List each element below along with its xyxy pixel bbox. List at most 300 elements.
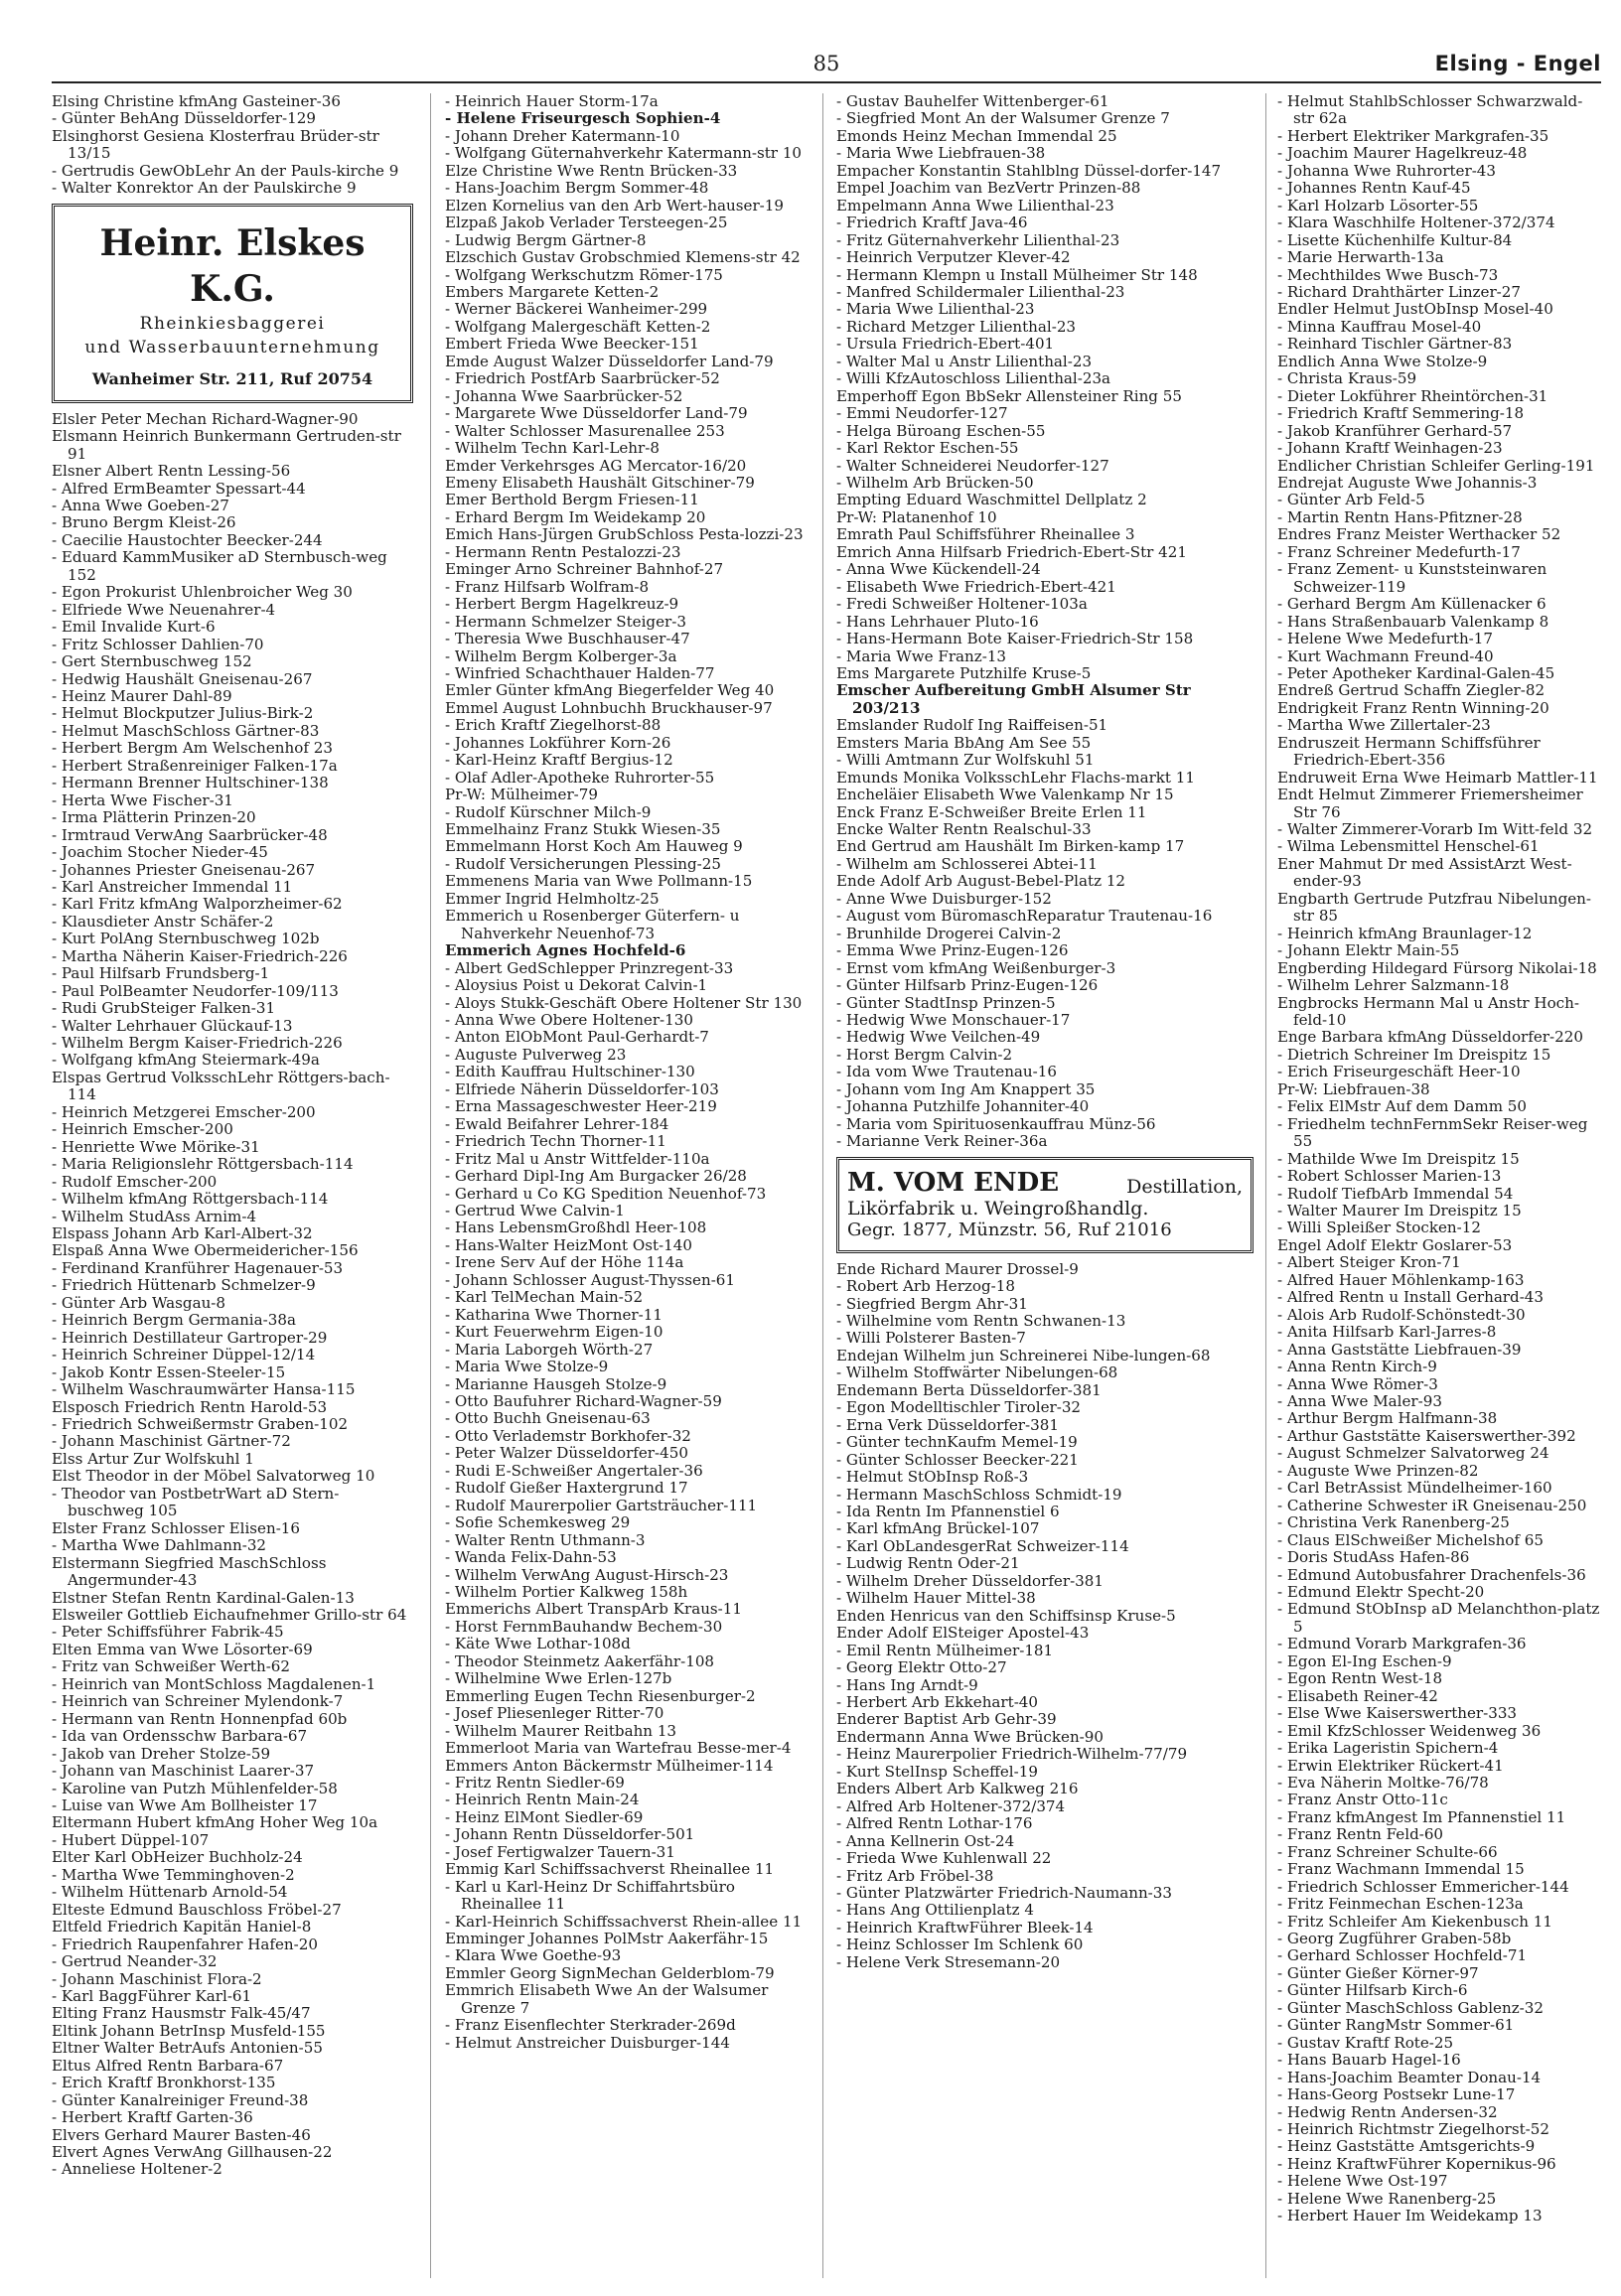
directory-entry: Emminger Johannes PolMstr Aakerfähr-15 [445, 1930, 769, 1948]
directory-entry: - Dieter Lokführer Rheintörchen-31 [1277, 386, 1548, 405]
directory-entry: - Helga Büroang Eschen-55 [836, 421, 1046, 440]
directory-entry: - Günter Arb Feld-5 [1277, 491, 1425, 509]
directory-entry: Elten Emma van Wwe Lösorter-69 [52, 1640, 313, 1658]
directory-entry: - Anna Wwe Obere Holtener-130 [445, 1011, 693, 1030]
directory-entry: - Anna Rentn Kirch-9 [1277, 1358, 1437, 1376]
directory-entry: - Manfred Schildermaler Lilienthal-23 [836, 282, 1125, 301]
directory-entry: - Gustav Bauhelfer Wittenberger-61 [836, 93, 1109, 110]
directory-entry: Emmerich u Rosenberger Güterfern- u Nahverkehr Neuenhof-73 [445, 907, 740, 942]
directory-entry: - Minna Kauffrau Mosel-40 [1277, 317, 1482, 336]
directory-entry: - Herta Wwe Fischer-31 [52, 790, 233, 809]
advert-elskes-line2: und Wasserbauunternehmung [84, 337, 380, 358]
directory-entry: - Johann vom Ing Am Knappert 35 [836, 1079, 1096, 1098]
directory-entry: - Elisabeth Wwe Friedrich-Ebert-421 [836, 577, 1116, 596]
directory-entry: - Caecilie Haustochter Beecker-244 [52, 530, 323, 549]
directory-entry: Endrigkeit Franz Rentn Winning-20 [1277, 698, 1549, 717]
directory-entry: - Maria Wwe Franz-13 [836, 646, 1007, 665]
directory-entry: Elting Franz Hausmstr Falk-45/47 [52, 2004, 311, 2023]
directory-entry: - Aloysius Poist u Dekorat Calvin-1 [445, 976, 708, 995]
directory-entry: Empacher Konstantin Stahlblng Düssel-dorfer-147 [836, 161, 1222, 180]
directory-entry: - Alois Arb Rudolf-Schönstedt-30 [1277, 1305, 1526, 1324]
page-header [52, 50, 1601, 83]
directory-entry: Emde August Walzer Düsseldorfer Land-79 [445, 352, 774, 370]
directory-entry: - Walter Lehrhauer Glückauf-13 [52, 1016, 293, 1035]
directory-entry: - Franz kfmAngest Im Pfannenstiel 11 [1277, 1807, 1566, 1826]
directory-entry: - Hans Bauarb Hagel-16 [1277, 2051, 1461, 2070]
directory-entry: - Wilhelm kfmAng Röttgersbach-114 [52, 1190, 329, 1209]
directory-entry: - Auguste Pulverweg 23 [445, 1045, 627, 1064]
column-2-list [445, 93, 810, 2052]
directory-entry: - Christina Verk Ranenberg-25 [1277, 1513, 1510, 1532]
directory-entry: Ende Richard Maurer Drossel-9 [836, 1259, 1079, 1278]
directory-entry: Emmers Anton Bäckermstr Mülheimer-114 [445, 1756, 774, 1775]
directory-entry: Ener Mahmut Dr med AssistArzt West-ender-93 [1277, 854, 1572, 891]
directory-entry: - Robert Arb Herzog-18 [836, 1277, 1015, 1296]
directory-entry: - Klara Wwe Goethe-93 [445, 1946, 622, 1965]
directory-entry: Emmerichs Albert TranspArb Kraus-11 [445, 1600, 742, 1619]
directory-entry: Endlicher Christian Schleifer Gerling-191 [1277, 456, 1595, 475]
directory-entry: Endlich Anna Wwe Stolze-9 [1277, 352, 1488, 370]
directory-entry: Emunds Monika VolksschLehr Flachs-markt 11 [836, 768, 1196, 787]
directory-entry: - Josef Fertigwalzer Tauern-31 [445, 1842, 675, 1861]
directory-entry: - Rudolf Maurerpolier Gartsträucher-111 [445, 1496, 758, 1514]
directory-entry: - Maria Wwe Liebfrauen-38 [836, 144, 1046, 163]
directory-entry: Elspass Johann Arb Karl-Albert-32 [52, 1224, 313, 1243]
directory-entry: Endruweit Erna Wwe Heimarb Mattler-11 [1277, 768, 1598, 787]
directory-entry: - Frieda Wwe Kuhlenwall 22 [836, 1849, 1052, 1868]
directory-entry: - Friedrich Hüttenarb Schmelzer-9 [52, 1276, 316, 1295]
directory-entry: - Elfriede Näherin Düsseldorfer-103 [445, 1079, 719, 1098]
directory-entry: - Hans-Joachim Bergm Sommer-48 [445, 179, 709, 198]
directory-entry: - Johann van Maschinist Laarer-37 [52, 1762, 315, 1781]
directory-entry: - Johannes Priester Gneisenau-267 [52, 860, 316, 879]
directory-entry: - Karl-Heinz Kraftf Bergius-12 [445, 751, 673, 770]
directory-entry: - Reinhard Tischler Gärtner-83 [1277, 335, 1513, 354]
directory-entry: - Albert GedSchlepper Prinzregent-33 [445, 958, 734, 977]
directory-entry: - Helmut Anstreicher Duisburger-144 [445, 2033, 730, 2052]
directory-entry: - Irmtraud VerwAng Saarbrücker-48 [52, 825, 328, 844]
directory-entry: - Aloys Stukk-Geschäft Obere Holtener Str 130 [445, 993, 803, 1012]
directory-entry: - Wilhelm am Schlosserei Abtei-11 [836, 854, 1098, 873]
directory-entry: - Theresia Wwe Buschhauser-47 [445, 630, 690, 648]
directory-entry: - Anna Gaststätte Liebfrauen-39 [1277, 1340, 1522, 1359]
directory-entry: Elsner Albert Rentn Lessing-56 [52, 462, 291, 481]
directory-entry: - Fritz Rentn Siedler-69 [445, 1773, 625, 1792]
directory-entry: - Edmund Vorarb Markgrafen-36 [1277, 1635, 1527, 1653]
directory-entry: Elzpaß Jakob Verlader Tersteegen-25 [445, 214, 728, 232]
directory-entry: - Rudi E-Schweißer Angertaler-36 [445, 1461, 703, 1480]
directory-entry: Engbrocks Hermann Mal u Anstr Hoch-feld-10 [1277, 993, 1579, 1030]
directory-entry: - Wilhelmine Wwe Erlen-127b [445, 1669, 672, 1688]
directory-entry: - Eva Näherin Moltke-76/78 [1277, 1773, 1489, 1792]
directory-entry: - Luise van Wwe Am Bollheister 17 [52, 1795, 318, 1814]
directory-entry: - Heinz Schlosser Im Schlenk 60 [836, 1936, 1084, 1954]
directory-entry: - Anna Kellnerin Ost-24 [836, 1831, 1015, 1850]
directory-entry: - Emmi Neudorfer-127 [836, 404, 1008, 423]
directory-entry: - Wilma Lebensmittel Henschel-61 [1277, 837, 1540, 856]
directory-entry: - Peter Schiffsführer Fabrik-45 [52, 1623, 284, 1642]
directory-entry: Embers Margarete Ketten-2 [445, 282, 660, 301]
directory-entry: - Jakob Kontr Essen-Steeler-15 [52, 1363, 286, 1381]
directory-entry: - Egon Modelltischler Tiroler-32 [836, 1398, 1082, 1417]
column-1-list [52, 411, 413, 2179]
directory-entry: - Wilhelm Arb Brücken-50 [836, 473, 1034, 492]
directory-entry: - Theodor van PostbetrWart aD Stern-buschweg 105 [52, 1484, 340, 1520]
directory-entry: - Emma Wwe Prinz-Eugen-126 [836, 941, 1069, 960]
directory-entry: Emmelhainz Franz Stukk Wiesen-35 [445, 820, 721, 839]
directory-entry: - Hans Ang Ottilienplatz 4 [836, 1901, 1034, 1920]
directory-entry: - Jakob Kranführer Gerhard-57 [1277, 421, 1513, 440]
directory-entry: Eltfeld Friedrich Kapitän Haniel-8 [52, 1918, 312, 1937]
directory-entry: Endrejat Auguste Wwe Johannis-3 [1277, 473, 1538, 492]
directory-entry: - Emil Rentn Mülheimer-181 [836, 1641, 1054, 1659]
directory-entry: - Peter Apotheker Kardinal-Galen-45 [1277, 663, 1555, 682]
directory-entry: - Günter StadtInsp Prinzen-5 [836, 993, 1056, 1012]
directory-entry: - Friedrich PostfArb Saarbrücker-52 [445, 369, 720, 388]
directory-entry: Elst Theodor in der Möbel Salvatorweg 10 [52, 1467, 375, 1486]
directory-entry: - Johann Maschinist Gärtner-72 [52, 1432, 291, 1451]
directory-entry: - Helene Wwe Medefurth-17 [1277, 630, 1493, 648]
directory-entry: - Ursula Friedrich-Ebert-401 [836, 335, 1055, 354]
directory-entry: - Anna Wwe Goeben-27 [52, 496, 229, 514]
directory-entry: - Siegfried Bergm Ahr-31 [836, 1294, 1028, 1313]
directory-entry: Endemann Berta Düsseldorfer-381 [836, 1380, 1102, 1399]
directory-entry: - Gertrud Neander-32 [52, 1952, 218, 1971]
directory-entry: - Anneliese Holtener-2 [52, 2160, 222, 2179]
directory-entry: Empel Joachim van BezVertr Prinzen-88 [836, 179, 1141, 198]
directory-entry: - Hans-Walter HeizMont Ost-140 [445, 1235, 692, 1254]
directory-entry: Emmenens Maria van Wwe Pollmann-15 [445, 872, 753, 891]
directory-entry: - Alfred Rentn Lothar-176 [836, 1814, 1033, 1833]
directory-entry: - Hans Ing Arndt-9 [836, 1675, 978, 1694]
directory-entry: End Gertrud am Haushält Im Birken-kamp 17 [836, 837, 1185, 856]
directory-entry: - Hubert Düppel-107 [52, 1830, 210, 1849]
directory-entry: - Heinrich Destillateur Gartroper-29 [52, 1328, 328, 1347]
directory-entry: Elss Artur Zur Wolfskuhl 1 [52, 1449, 254, 1468]
directory-entry: - Johanna Wwe Saarbrücker-52 [445, 386, 683, 405]
directory-entry: - Gertrudis GewObLehr An der Pauls-kirche 9 [52, 161, 399, 180]
directory-entry: - Wilhelm Dreher Düsseldorfer-381 [836, 1571, 1104, 1590]
directory-entry: Endt Helmut Zimmerer Friemersheimer Str 76 [1277, 786, 1583, 821]
directory-entry: - Hans-Hermann Bote Kaiser-Friedrich-Str 158 [836, 630, 1194, 648]
directory-entry: - Karl BaggFührer Karl-61 [52, 1986, 252, 2005]
directory-entry: - Doris StudAss Hafen-86 [1277, 1548, 1470, 1567]
directory-entry: - Johann Kraftf Weinhagen-23 [1277, 439, 1503, 458]
directory-entry: - Hermann Brenner Hultschiner-138 [52, 774, 329, 792]
directory-entry: - Irene Serv Auf der Höhe 114a [445, 1253, 684, 1272]
directory-entry: - Günter Arb Wasgau-8 [52, 1293, 226, 1312]
directory-entry: - Heinrich Hauer Storm-17a [445, 93, 659, 110]
directory-entry: Emsters Maria BbAng Am See 55 [836, 733, 1092, 752]
directory-entry: Emscher Aufbereitung GmbH Alsumer Str 203/213 [836, 681, 1191, 717]
directory-entry: Elsing Christine kfmAng Gasteiner-36 [52, 93, 341, 110]
directory-entry: - Martha Näherin Kaiser-Friedrich-226 [52, 946, 348, 965]
directory-entry: - Egon Prokurist Uhlenbroicher Weg 30 [52, 583, 353, 602]
directory-entry: - Karoline van Putzh Mühlenfelder-58 [52, 1779, 338, 1797]
directory-entry: - Ernst vom kfmAng Weißenburger-3 [836, 958, 1116, 977]
directory-entry: Engel Adolf Elektr Goslarer-53 [1277, 1235, 1513, 1254]
advert-vom-ende [836, 1157, 1253, 1253]
column-3-list [836, 1261, 1253, 1972]
directory-entry: - Friedrich Techn Thorner-11 [445, 1132, 666, 1151]
directory-entry: - Heinrich Rentn Main-24 [445, 1791, 640, 1809]
directory-entry: - Claus ElSchweißer Michelshof 65 [1277, 1530, 1544, 1549]
directory-entry: - Anne Wwe Duisburger-152 [836, 889, 1052, 908]
directory-entry: Emmerich Agnes Hochfeld-6 [445, 941, 686, 960]
column-4 [1277, 93, 1601, 2278]
directory-entry: - Egon El-Ing Eschen-9 [1277, 1651, 1452, 1670]
directory-entry: - Anna Wwe Kückendell-24 [836, 560, 1041, 579]
directory-entry: Elspas Gertrud VolksschLehr Röttgers-bach-114 [52, 1068, 390, 1104]
directory-entry: - Marianne Verk Reiner-36a [836, 1132, 1048, 1151]
directory-entry: - Horst FernmBauhandw Bechem-30 [445, 1617, 723, 1636]
directory-entry: - Gerhard Bergm Am Küllenacker 6 [1277, 595, 1547, 614]
directory-entry: - Günter Gießer Körner-97 [1277, 1963, 1479, 1982]
directory-entry: Empelmann Anna Wwe Lilienthal-23 [836, 196, 1114, 215]
directory-entry: - Otto Buchh Gneisenau-63 [445, 1409, 651, 1428]
directory-entry: - Ewald Beifahrer Lehrer-184 [445, 1114, 669, 1133]
directory-entry: Endres Franz Meister Werthacker 52 [1277, 525, 1561, 544]
directory-entry: Emler Günter kfmAng Biegerfelder Weg 40 [445, 681, 775, 700]
directory-entry: - Heinz Maurerpolier Friedrich-Wilhelm-77/79 [836, 1745, 1188, 1764]
directory-entry: - Joachim Stocher Nieder-45 [52, 843, 268, 862]
directory-entry: - Irma Plätterin Prinzen-20 [52, 808, 256, 827]
directory-entry: - Erich Kraftf Bronkhorst-135 [52, 2074, 276, 2092]
directory-entry: - Ida van Ordensschw Barbara-67 [52, 1727, 308, 1746]
directory-entry: - Heinz Maurer Dahl-89 [52, 686, 232, 705]
directory-entry: - Herbert Elektriker Markgrafen-35 [1277, 126, 1549, 145]
directory-entry: - Fritz Schleifer Am Kiekenbusch 11 [1277, 1912, 1553, 1931]
directory-entry: - Wilhelm VerwAng August-Hirsch-23 [445, 1565, 729, 1584]
directory-entry: Eminger Arno Schreiner Bahnhof-27 [445, 560, 724, 579]
directory-entry: - Maria vom Spirituosenkauffrau Münz-56 [836, 1114, 1156, 1133]
directory-entry: Elvert Agnes VerwAng Gillhausen-22 [52, 2143, 333, 2162]
advert-elskes-title: Heinr. Elskes K.G. [99, 221, 366, 310]
directory-entry: - Wilhelm StudAss Arnim-4 [52, 1207, 257, 1225]
directory-entry: Emmler Georg SignMechan Gelderblom-79 [445, 1963, 775, 1982]
directory-entry: - Theodor Steinmetz Aakerfähr-108 [445, 1651, 715, 1670]
advert-vom-ende-line2: Likörfabrik u. Weingroßhandlg. [847, 1197, 1149, 1220]
directory-entry: - Fritz Schlosser Dahlien-70 [52, 635, 264, 653]
directory-entry: - Alfred Hauer Möhlenkamp-163 [1277, 1270, 1525, 1289]
directory-entry: Embert Frieda Wwe Beecker-151 [445, 335, 699, 354]
directory-entry: - Sofie Schemkesweg 29 [445, 1513, 631, 1532]
directory-entry: - Helmut StObInsp Roß-3 [836, 1468, 1029, 1487]
directory-entry: Elstner Stefan Rentn Kardinal-Galen-13 [52, 1588, 355, 1607]
directory-entry: Emmig Karl Schiffssachverst Rheinallee 11 [445, 1860, 775, 1879]
directory-entry: Emer Berthold Bergm Friesen-11 [445, 491, 699, 509]
directory-entry: - Franz Schreiner Schulte-66 [1277, 1842, 1498, 1861]
directory-entry: - Gerhard Schlosser Hochfeld-71 [1277, 1946, 1528, 1965]
directory-entry: - Heinrich KraftwFührer Bleek-14 [836, 1918, 1094, 1937]
directory-entry: - Paul Hilfsarb Frundsberg-1 [52, 964, 270, 983]
directory-entry: - Anna Wwe Römer-3 [1277, 1374, 1438, 1393]
directory-entry: - Johannes Lokführer Korn-26 [445, 733, 671, 752]
directory-entry: - Klausdieter Anstr Schäfer-2 [52, 912, 274, 931]
directory-entry: - Friedrich Raupenfahrer Hafen-20 [52, 1935, 318, 1953]
directory-entry: - August Schmelzer Salvatorweg 24 [1277, 1444, 1549, 1463]
directory-entry: - Martha Wwe Dahlmann-32 [52, 1536, 267, 1555]
directory-entry: - Kurt Feuerwehrm Eigen-10 [445, 1323, 663, 1342]
directory-entry: - Hedwig Wwe Veilchen-49 [836, 1028, 1041, 1047]
directory-entry: - Martin Rentn Hans-Pfitzner-28 [1277, 507, 1523, 526]
directory-entry: - Herbert Straßenreiniger Falken-17a [52, 756, 338, 775]
column-2 [445, 93, 810, 2278]
directory-entry: - Paul PolBeamter Neudorfer-109/113 [52, 981, 339, 1000]
column-4-list [1277, 93, 1601, 2225]
directory-entry: - Ludwig Rentn Oder-21 [836, 1554, 1020, 1573]
directory-entry: - Emil KfzSchlosser Weidenweg 36 [1277, 1721, 1542, 1740]
directory-entry: - Käte Wwe Lothar-108d [445, 1635, 631, 1653]
advert-elskes-address: Wanheimer Str. 211, Ruf 20754 [91, 368, 373, 388]
directory-entry: - Hans Lehrhauer Pluto-16 [836, 612, 1039, 631]
directory-entry: - Hermann Klempn u Install Mülheimer Str 148 [836, 265, 1198, 284]
directory-entry: Elzschich Gustav Grobschmied Klemens-str 42 [445, 248, 801, 267]
directory-entry: - Johann Rentn Düsseldorfer-501 [445, 1825, 695, 1844]
directory-entry: - Wilhelm Portier Kalkweg 158h [445, 1582, 688, 1601]
directory-entry: - Wilhelm Bergm Kolberger-3a [445, 646, 677, 665]
directory-entry: - Karl Rektor Eschen-55 [836, 439, 1019, 458]
directory-entry: Emmel August Lohnbuchh Bruckhauser-97 [445, 698, 773, 717]
advert-vom-ende-line3: Gegr. 1877, Münzstr. 56, Ruf 21016 [847, 1219, 1172, 1240]
directory-entry: - Fritz van Schweißer Werth-62 [52, 1657, 291, 1676]
directory-entry: Elze Christine Wwe Rentn Brücken-33 [445, 161, 738, 180]
directory-entry: Emmerling Eugen Techn Riesenburger-2 [445, 1686, 756, 1705]
directory-entry: - Gertrud Wwe Calvin-1 [445, 1202, 625, 1220]
directory-entry: - Joachim Maurer Hagelkreuz-48 [1277, 144, 1528, 163]
directory-entry: - Ferdinand Kranführer Hagenauer-53 [52, 1258, 344, 1277]
directory-entry: - Rudolf Versicherungen Plessing-25 [445, 854, 721, 873]
directory-entry: - Hedwig Rentn Andersen-32 [1277, 2102, 1498, 2121]
directory-entry: - Carl BetrAssist Mündelheimer-160 [1277, 1479, 1552, 1498]
directory-entry: - Herbert Bergm Am Welschenhof 23 [52, 739, 333, 758]
directory-entry: - Brunhilde Drogerei Calvin-2 [836, 924, 1062, 942]
directory-entry: - Rudolf Kürschner Milch-9 [445, 802, 652, 821]
directory-entry: - Mechthildes Wwe Busch-73 [1277, 265, 1499, 284]
directory-entry: - Karl Anstreicher Immendal 11 [52, 877, 293, 896]
directory-entry: - Georg Zugführer Graben-58b [1277, 1930, 1512, 1948]
directory-entry: - Rudolf TiefbArb Immendal 54 [1277, 1184, 1514, 1203]
directory-entry: Elsmann Heinrich Bunkermann Gertruden-str 91 [52, 427, 401, 463]
directory-entry: - Friedrich Schweißermstr Graben-102 [52, 1415, 349, 1433]
directory-entry: - Kurt Wachmann Freund-40 [1277, 646, 1494, 665]
directory-entry: - Klara Waschhilfe Holtener-372/374 [1277, 214, 1555, 232]
directory-entry: - Rudolf Emscher-200 [52, 1172, 218, 1191]
directory-entry: - Friedrich Kraftf Java-46 [836, 214, 1028, 232]
directory-entry: - Hans-Georg Postsekr Lune-17 [1277, 2085, 1516, 2104]
directory-entry: - Franz Eisenflechter Sterkrader-269d [445, 2016, 736, 2035]
directory-entry: - Hedwig Wwe Monschauer-17 [836, 1011, 1071, 1030]
directory-entry: Pr-W: Mülheimer-79 [445, 786, 598, 804]
directory-entry: - Richard Metzger Lilienthal-23 [836, 317, 1077, 336]
directory-entry: - Erhard Bergm Im Weidekamp 20 [445, 507, 706, 526]
directory-entry: - Dietrich Schreiner Im Dreispitz 15 [1277, 1045, 1551, 1064]
directory-entry: - Wolfgang Werkschutzm Römer-175 [445, 265, 723, 284]
directory-entry: - Wolfgang Güternahverkehr Katermann-str 10 [445, 144, 803, 163]
column-1 [52, 93, 413, 2278]
column-1-top-list [52, 93, 413, 198]
directory-entry: - Friedhelm technFernmSekr Reiser-weg 55 [1277, 1114, 1588, 1151]
directory-entry: - Rudolf Gießer Haxtergrund 17 [445, 1479, 688, 1498]
directory-entry: - Johann Schlosser August-Thyssen-61 [445, 1270, 736, 1289]
directory-entry: - Gerhard Dipl-Ing Am Burgacker 26/28 [445, 1167, 747, 1186]
directory-entry: - Marianne Hausgeh Stolze-9 [445, 1374, 667, 1393]
directory-entry: - Mathilde Wwe Im Dreispitz 15 [1277, 1149, 1520, 1168]
directory-entry: Eltner Walter BetrAufs Antonien-55 [52, 2039, 323, 2058]
directory-entry: - Elisabeth Reiner-42 [1277, 1686, 1438, 1705]
directory-entry: Empting Eduard Waschmittel Dellplatz 2 [836, 491, 1147, 509]
directory-entry: - Alfred Rentn u Install Gerhard-43 [1277, 1288, 1544, 1307]
directory-entry: - Maria Wwe Stolze-9 [445, 1358, 609, 1376]
directory-entry: - Hermann Schmelzer Steiger-3 [445, 612, 686, 631]
directory-entry: Emonds Heinz Mechan Immendal 25 [836, 126, 1117, 145]
directory-entry: Emder Verkehrsges AG Mercator-16/20 [445, 456, 747, 475]
directory-entry: Elsler Peter Mechan Richard-Wagner-90 [52, 409, 359, 428]
directory-entry: - Hans-Joachim Beamter Donau-14 [1277, 2068, 1542, 2086]
column-divider [1265, 93, 1266, 2278]
directory-entry: - Ludwig Bergm Gärtner-8 [445, 230, 647, 249]
directory-entry: - Fredi Schweißer Holtener-103a [836, 595, 1088, 614]
directory-entry: - Edmund Autobusfahrer Drachenfels-36 [1277, 1565, 1586, 1584]
directory-entry: Eltermann Hubert kfmAng Hoher Weg 10a [52, 1813, 378, 1832]
directory-entry: - Helmut StahlbSchlosser Schwarzwald-str 62a [1277, 93, 1583, 128]
directory-entry: - Franz Wachmann Immendal 15 [1277, 1860, 1525, 1879]
directory-entry: - Otto Baufuhrer Richard-Wagner-59 [445, 1391, 722, 1410]
directory-entry: - Henriette Wwe Mörike-31 [52, 1137, 260, 1156]
directory-entry: - Lisette Küchenhilfe Kultur-84 [1277, 230, 1513, 249]
directory-entry: - Christa Kraus-59 [1277, 369, 1417, 388]
directory-entry: - Heinrich van MontSchloss Magdalenen-1 [52, 1674, 376, 1693]
column-3 [836, 93, 1253, 2278]
directory-entry: - Hans Straßenbauarb Valenkamp 8 [1277, 612, 1549, 631]
directory-entry: Elstermann Siegfried MaschSchloss Angermunder-43 [52, 1553, 327, 1590]
directory-entry: - Kurt StelInsp Scheffel-19 [836, 1762, 1038, 1781]
directory-entry: Endejan Wilhelm jun Schreinerei Nibe-lungen-68 [836, 1346, 1211, 1364]
directory-entry: - Heinz ElMont Siedler-69 [445, 1807, 644, 1826]
directory-entry: - Heinrich kfmAng Braunlager-12 [1277, 924, 1533, 942]
directory-entry: - Wanda Felix-Dahn-53 [445, 1548, 617, 1567]
directory-entry: Pr-W: Liebfrauen-38 [1277, 1079, 1430, 1098]
directory-entry: - Walter Rentn Uthmann-3 [445, 1530, 646, 1549]
directory-entry: - Heinrich Metzgerei Emscher-200 [52, 1102, 316, 1121]
directory-entry: - Anna Wwe Maler-93 [1277, 1391, 1442, 1410]
directory-entry: - Helene Wwe Ranenberg-25 [1277, 2189, 1497, 2208]
directory-entry: Endruszeit Hermann Schiffsführer Friedrich-Ebert-356 [1277, 733, 1541, 770]
directory-entry: - Georg Elektr Otto-27 [836, 1658, 1007, 1677]
directory-entry: - Johann Dreher Katermann-10 [445, 126, 680, 145]
directory-entry: - Friedrich Kraftf Semmering-18 [1277, 404, 1525, 423]
directory-entry: - Erna Massageschwester Heer-219 [445, 1097, 717, 1116]
directory-entry: - Maria Laborgeh Wörth-27 [445, 1340, 654, 1359]
directory-entry: - Fritz Mal u Anstr Wittfelder-110a [445, 1149, 710, 1168]
directory-entry: - Wilhelm Maurer Reitbahn 13 [445, 1721, 677, 1740]
running-head: Elsing - Engel [1434, 52, 1601, 75]
directory-entry: - Willi Polsterer Basten-7 [836, 1329, 1026, 1348]
directory-entry: Endreß Gertrud Schaffn Ziegler-82 [1277, 681, 1546, 700]
directory-entry: - Anton ElObMont Paul-Gerhardt-7 [445, 1028, 709, 1047]
directory-entry: - Herbert Arb Ekkehart-40 [836, 1692, 1039, 1711]
directory-entry: - Kurt PolAng Sternbuschweg 102b [52, 930, 320, 948]
directory-entry: - Erika Lageristin Spichern-4 [1277, 1739, 1499, 1758]
directory-entry: Emmerloot Maria van Wartefrau Besse-mer-4 [445, 1739, 792, 1758]
directory-entry: - Franz Hilfsarb Wolfram-8 [445, 577, 650, 596]
directory-entry: - Elfriede Wwe Neuenahrer-4 [52, 600, 276, 619]
directory-entry: Enders Albert Arb Kalkweg 216 [836, 1780, 1079, 1798]
directory-entry: - Olaf Adler-Apotheke Ruhrorter-55 [445, 768, 715, 787]
directory-entry: Elster Franz Schlosser Elisen-16 [52, 1518, 301, 1537]
directory-entry: - Wilhelm Techn Karl-Lehr-8 [445, 439, 660, 458]
directory-entry: - Johanna Wwe Ruhrorter-43 [1277, 161, 1497, 180]
